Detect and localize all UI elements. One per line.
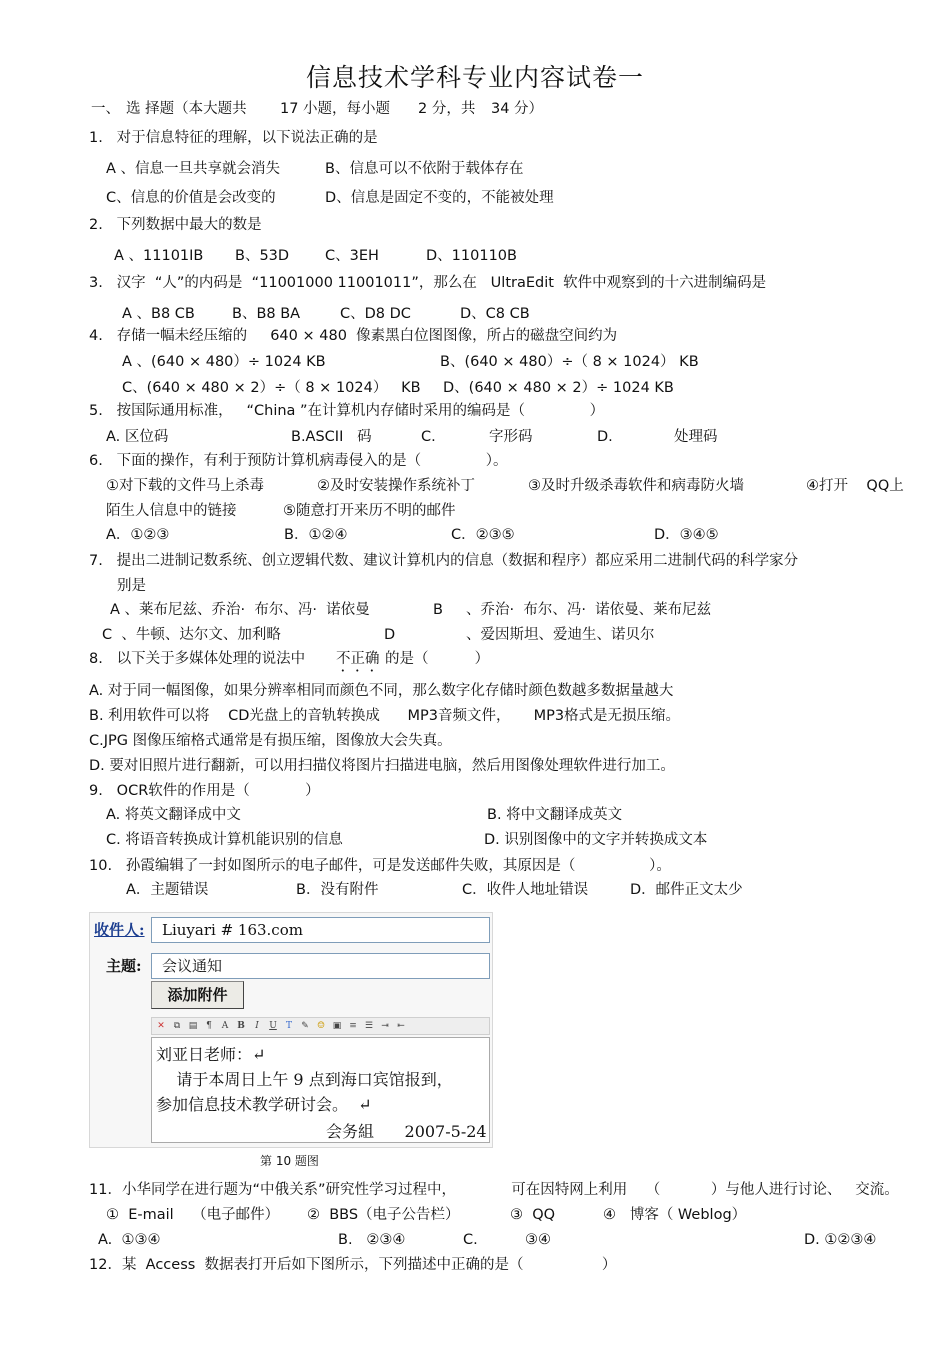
font-icon[interactable]: A — [221, 1021, 229, 1031]
body-line-2: 请于本周日上午 9 点到海口宾馆报到， — [156, 1070, 453, 1089]
q1-option-c: C、信息的价值是会改变的 — [106, 190, 276, 206]
question-5-stem: 5. 按国际通用标准， “China ”在计算机内存储时采用的编码是（ ） — [89, 403, 605, 419]
question-3-stem: 3. 汉字 “人”的内码是 “11001000 11001011”，那么在 UltraEdit 软件中观察到的十六进制编码是 — [89, 275, 767, 291]
q6-option-d: D．③④⑤ — [654, 527, 719, 543]
question-4-stem: 4. 存储一幅未经压缩的 640 × 480 像素黑白位图图像，所占的磁盘空间约为 — [89, 328, 618, 344]
body-signature: 会务組 2007-5-24 — [326, 1122, 487, 1141]
q5-option-d-letter: D. — [597, 429, 613, 445]
q10-option-a: A．主题错误 — [126, 882, 209, 898]
q5-option-b: B.ASCII 码 — [291, 429, 372, 445]
q6-item-1: ①对下载的文件马上杀毒 — [106, 478, 264, 494]
q4-option-b: B、(640 × 480）÷（ 8 × 1024） KB — [440, 354, 699, 370]
section-text: 选 择题（本大题共 — [126, 101, 247, 117]
q8-option-a: A. 对于同一幅图像，如果分辨率相同而颜色不同，那么数字化存储时颜色数越多数据量越大 — [89, 683, 674, 699]
q1-option-d: D、信息是固定不变的，不能被处理 — [325, 190, 554, 206]
q11-option-b: B. ②③④ — [338, 1232, 406, 1248]
italic-icon[interactable]: I — [255, 1021, 259, 1031]
q9-option-c: C. 将语音转换成计算机能识别的信息 — [106, 832, 343, 848]
subject-label: 主题: — [106, 957, 142, 975]
q5-option-d-text: 处理码 — [674, 429, 718, 445]
bold-icon[interactable]: B — [237, 1021, 245, 1031]
subject-field[interactable]: 会议通知 — [151, 953, 490, 979]
q6-option-a: A．①②③ — [106, 527, 170, 543]
highlight-icon[interactable]: ✎ — [301, 1021, 309, 1031]
page-title: 信息技术学科专业内容试卷一 — [305, 63, 644, 92]
section-prefix: 一、 — [91, 101, 120, 117]
section-total: 34 分） — [491, 101, 544, 117]
section-count: 17 小题，每小题 — [280, 101, 391, 117]
message-body[interactable] — [151, 1037, 490, 1143]
q3-option-b: B、B8 BA — [232, 306, 301, 322]
q10-option-c: C．收件人地址错误 — [462, 882, 589, 898]
question-1-stem: 1. 对于信息特征的理解，以下说法正确的是 — [89, 130, 378, 146]
question-11-stem: 11．小华同学在进行题为“中俄关系”研究性学习过程中， 可在因特网上利用 （ ）与他人进行讨论、 交流。 — [89, 1182, 899, 1198]
question-6-stem: 6. 下面的操作，有利于预防计算机病毒侵入的是（ ）。 — [89, 453, 508, 469]
q4-option-c: C、(640 × 480 × 2）÷（ 8 × 1024） KB — [122, 380, 421, 396]
q4-option-a: A 、(640 × 480）÷ 1024 KB — [122, 354, 326, 370]
q8-option-b: B. 利用软件可以将 CD光盘上的音轨转换成 MP3音频文件， MP3格式是无损压缩。 — [89, 708, 681, 724]
body-line-3: 参加信息技术教学研讨会。 ↵ — [156, 1095, 372, 1114]
q6-option-b: B．①②④ — [284, 527, 348, 543]
q11-option-d: D. ①②③④ — [804, 1232, 877, 1248]
indent-icon[interactable]: ⇥ — [381, 1021, 389, 1031]
q7-option-b-letter: B — [433, 602, 443, 618]
q6-option-c: C．②③⑤ — [451, 527, 515, 543]
question-2-stem: 2. 下列数据中最大的数是 — [89, 217, 262, 233]
q7-option-a: A 、莱布尼兹、乔治· 布尔、冯· 诺依曼 — [110, 602, 370, 618]
body-line-1: 刘亚日老师：↵ — [156, 1045, 266, 1064]
question-9-stem: 9. OCR软件的作用是（ ） — [89, 783, 320, 799]
q6-item-2: ②及时安装操作系统补丁 — [317, 478, 475, 494]
q3-option-c: C、D8 DC — [340, 306, 411, 322]
paste-icon[interactable]: ▤ — [188, 1021, 198, 1031]
emoticon-icon[interactable]: ☺ — [316, 1021, 326, 1031]
q2-option-a: A 、11101IB — [114, 248, 204, 264]
q11-item-1: ① E-mail （电子邮件） — [106, 1207, 280, 1223]
question-7-stem-cont: 别是 — [117, 578, 146, 594]
add-attachment-button[interactable]: 添加附件 — [151, 981, 244, 1009]
q11-item-2: ② BBS（电子公告栏） — [307, 1207, 460, 1223]
q10-option-b: B．没有附件 — [296, 882, 379, 898]
q11-item-4: ④ 博客（ Weblog） — [603, 1207, 747, 1223]
q5-option-c-letter: C. — [421, 429, 436, 445]
q2-option-d: D、110110B — [426, 248, 517, 264]
q7-option-d-text: 、爱因斯坦、爱迪生、诺贝尔 — [466, 627, 655, 643]
q2-option-b: B、53D — [235, 248, 290, 264]
q7-option-d-letter: D — [384, 627, 396, 643]
q8-stem-end: 的是（ ） — [385, 651, 490, 667]
question-7-stem: 7. 提出二进制记数系统、创立逻辑代数、建议计算机内的信息（数据和程序）都应采用二进制代码的科学家分 — [89, 553, 799, 569]
q9-option-b: B. 将中文翻译成英文 — [487, 807, 623, 823]
q6-item-4-cont: 陌生人信息中的链接 — [106, 503, 237, 519]
image-icon[interactable]: ▣ — [332, 1021, 342, 1031]
underline-icon[interactable]: U — [269, 1021, 277, 1031]
q11-option-c-text: ③④ — [525, 1232, 551, 1248]
align-icon[interactable]: ≡ — [349, 1021, 357, 1031]
q6-item-4: ④打开 QQ上 — [806, 478, 904, 494]
copy-icon[interactable]: ⧉ — [173, 1021, 181, 1031]
q5-option-a: A. 区位码 — [106, 429, 169, 445]
question-12-stem: 12．某 Access 数据表打开后如下图所示，下列描述中正确的是（ ） — [89, 1257, 617, 1273]
list-icon[interactable]: ☰ — [364, 1021, 374, 1031]
q8-option-d: D. 要对旧照片进行翻新，可以用扫描仪将图片扫描进电脑，然后用图像处理软件进行加工。 — [89, 758, 675, 774]
editor-toolbar — [151, 1017, 490, 1035]
q7-option-c: C 、牛顿、达尔文、加利略 — [102, 627, 281, 643]
q8-option-c: C.JPG 图像压缩格式通常是有损压缩，图像放大会失真。 — [89, 733, 452, 749]
q1-option-a: A 、信息一旦共享就会消失 — [106, 161, 281, 177]
q3-option-d: D、C8 CB — [460, 306, 530, 322]
q5-option-c-text: 字形码 — [489, 429, 533, 445]
q7-option-b-text: 、乔治· 布尔、冯· 诺依曼、莱布尼兹 — [466, 602, 712, 618]
question-8-stem: 8. 以下关于多媒体处理的说法中 — [89, 651, 306, 667]
figure-caption: 第 10 题图 — [260, 1154, 319, 1168]
recipient-field[interactable]: Liuyari # 163.com — [151, 917, 490, 943]
outdent-icon[interactable]: ⇤ — [397, 1021, 405, 1031]
q4-option-d: D、(640 × 480 × 2）÷ 1024 KB — [443, 380, 674, 396]
q6-item-5: ⑤随意打开来历不明的邮件 — [283, 503, 456, 519]
q9-option-d: D. 识别图像中的文字并转换成文本 — [484, 832, 708, 848]
q3-option-a: A 、B8 CB — [122, 306, 195, 322]
recipient-label: 收件人: — [94, 921, 145, 939]
text-color-icon[interactable]: T — [285, 1021, 292, 1031]
email-compose-figure — [89, 912, 493, 1148]
format-icon[interactable]: ¶ — [206, 1021, 212, 1031]
q10-option-d: D．邮件正文太少 — [630, 882, 743, 898]
section-score: 2 分，共 — [418, 101, 476, 117]
q11-option-c-letter: C. — [463, 1232, 478, 1248]
cut-icon[interactable]: ✕ — [157, 1021, 165, 1031]
q2-option-c: C、3EH — [325, 248, 379, 264]
q9-option-a: A. 将英文翻译成中文 — [106, 807, 241, 823]
q6-item-3: ③及时升级杀毒软件和病毒防火墙 — [528, 478, 744, 494]
question-10-stem: 10. 孙霞编辑了一封如图所示的电子邮件，可是发送邮件失败，其原因是（ ）。 — [89, 858, 671, 874]
q11-option-a: A. ①③④ — [98, 1232, 161, 1248]
q1-option-b: B、信息可以不依附于载体存在 — [325, 161, 524, 177]
q8-emphasis: 不正确 — [336, 651, 380, 667]
q11-item-3: ③ QQ — [510, 1207, 556, 1223]
